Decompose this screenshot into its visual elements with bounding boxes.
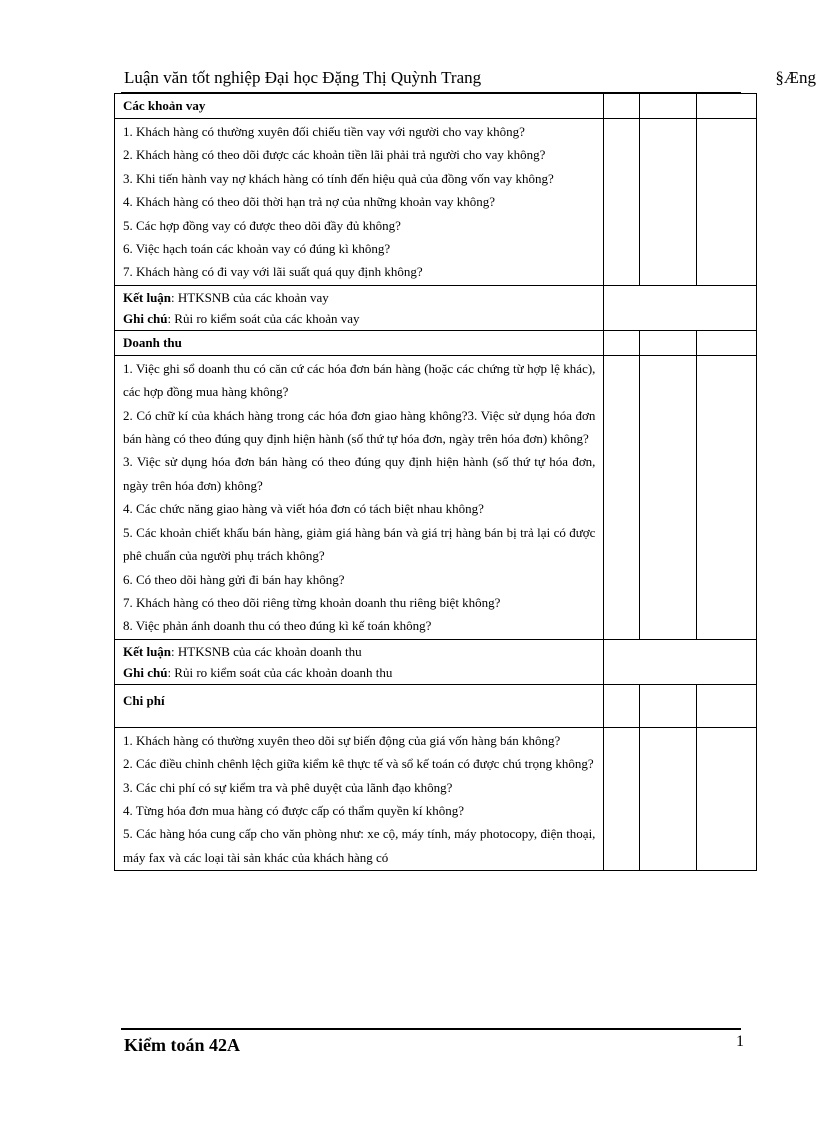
question-row [115, 355, 757, 639]
question-item: 4. Các chức năng giao hàng và viết hóa đơn có tách biệt nhau không? [123, 501, 484, 517]
conclusion-label: Kết luận [123, 289, 172, 305]
answer-cell [697, 355, 757, 639]
conclusion-row [115, 285, 757, 330]
question-item: 6. Việc hạch toán các khoản vay có đúng kì không? [123, 241, 391, 257]
question-item: 2. Có chữ kí của khách hàng trong các hóa đơn giao hàng không?3. Việc sử dụng hóa đơn bán hàng có theo đúng quy định hiện hành (số thứ tự hóa đơn, ngày trên hóa đơn) không? [123, 407, 596, 447]
question-item: 2. Khách hàng có theo dõi được các khoản tiền lãi phải trả người cho vay không? [123, 147, 546, 163]
question-item: 5. Các khoản chiết khấu bán hàng, giảm giá hàng bán và giá trị hàng bán bị trả lại có được phê chuẩn của người phụ trách không? [123, 524, 596, 564]
footer-rule [121, 1028, 741, 1030]
answer-cell [697, 119, 757, 286]
question-item: 1. Khách hàng có thường xuyên đối chiếu tiền vay với người cho vay không? [123, 124, 525, 139]
question-item: 3. Khi tiến hành vay nợ khách hàng có tính đến hiệu quả của đồng vốn vay không? [123, 170, 554, 186]
question-item: 4. Khách hàng có theo dõi thời hạn trả nợ của những khoản vay không? [123, 194, 496, 210]
section-heading-row [115, 330, 757, 355]
answer-cell [697, 94, 757, 119]
header-title: Luận văn tốt nghiệp Đại học Đặng Thị Quỳnh Trang [124, 68, 482, 87]
question-row [115, 119, 757, 286]
answer-cell [639, 727, 697, 870]
question-row [115, 727, 757, 870]
question-item: 5. Các hàng hóa cung cấp cho văn phòng như: xe cộ, máy tính, máy photocopy, điện thoại, máy fax và các loại tài sản khác của khách hàng có [123, 826, 596, 865]
question-item: 3. Việc sử dụng hóa đơn bán hàng có theo đúng quy định hiện hành (số thứ tự hóa đơn, ngày trên hóa đơn) không? [123, 454, 596, 493]
answer-cell [697, 727, 757, 870]
conclusion-cell [115, 285, 604, 330]
section-heading: Doanh thu [115, 330, 604, 355]
question-item: 7. Khách hàng có theo dõi riêng từng khoản doanh thu riêng biệt không? [123, 594, 501, 610]
conclusion-text: : HTKSNB của các khoản doanh thu [171, 643, 362, 659]
page-number: 1 [736, 1033, 744, 1050]
question-item: 1. Việc ghi sổ doanh thu có căn cứ các hóa đơn bán hàng (hoặc các chứng từ hợp lệ khác), các hợp đồng mua hàng không? [123, 360, 596, 400]
question-item: 6. Có theo dõi hàng gửi đi bán hay không? [123, 571, 345, 587]
conclusion-blank [604, 285, 757, 330]
answer-cell [604, 94, 639, 119]
answer-cell [697, 684, 757, 727]
header-right-text: §Æng [775, 68, 816, 87]
section-heading: Chi phí [115, 684, 604, 727]
note-label: Ghi chú [123, 310, 168, 326]
question-item: 2. Các điều chỉnh chênh lệch giữa kiểm kê thực tế và sổ kế toán có được chú trọng không? [123, 756, 594, 772]
question-list [115, 355, 604, 639]
question-item: 4. Từng hóa đơn mua hàng có được cấp có thẩm quyền kí không? [123, 802, 464, 818]
question-item: 3. Các chi phí có sự kiểm tra và phê duyệt của lãnh đạo không? [123, 779, 453, 795]
question-list [115, 727, 604, 870]
conclusion-label: Kết luận [123, 643, 172, 659]
question-item: 5. Các hợp đồng vay có được theo dõi đầy đủ không? [123, 217, 401, 233]
answer-cell [697, 330, 757, 355]
question-item: 8. Việc phản ánh doanh thu có theo đúng kì kế toán không? [123, 618, 432, 634]
conclusion-text: : HTKSNB của các khoản vay [171, 289, 329, 305]
question-item: 1. Khách hàng có thường xuyên theo dõi sự biến động của giá vốn hàng bán không? [123, 732, 561, 748]
checklist-table [114, 93, 757, 871]
note-text: : Rủi ro kiểm soát của các khoản vay [167, 310, 360, 326]
question-list [115, 119, 604, 286]
footer-course: Kiểm toán 42A [124, 1035, 240, 1055]
answer-cell [639, 684, 697, 727]
answer-cell [639, 119, 697, 286]
section-heading-row [115, 684, 757, 727]
note-text: : Rủi ro kiểm soát của các khoản doanh thu [167, 664, 393, 680]
note-label: Ghi chú [123, 664, 168, 680]
answer-cell [604, 119, 639, 286]
conclusion-cell [115, 639, 604, 684]
conclusion-row [115, 639, 757, 684]
answer-cell [604, 684, 639, 727]
conclusion-blank [604, 639, 757, 684]
answer-cell [604, 355, 639, 639]
answer-cell [604, 727, 639, 870]
section-heading-row [115, 94, 757, 119]
answer-cell [639, 355, 697, 639]
section-heading: Các khoản vay [115, 94, 604, 119]
page-header [121, 68, 816, 94]
answer-cell [604, 330, 639, 355]
answer-cell [639, 94, 697, 119]
question-item: 7. Khách hàng có đi vay với lãi suất quá quy định không? [123, 264, 423, 280]
answer-cell [639, 330, 697, 355]
